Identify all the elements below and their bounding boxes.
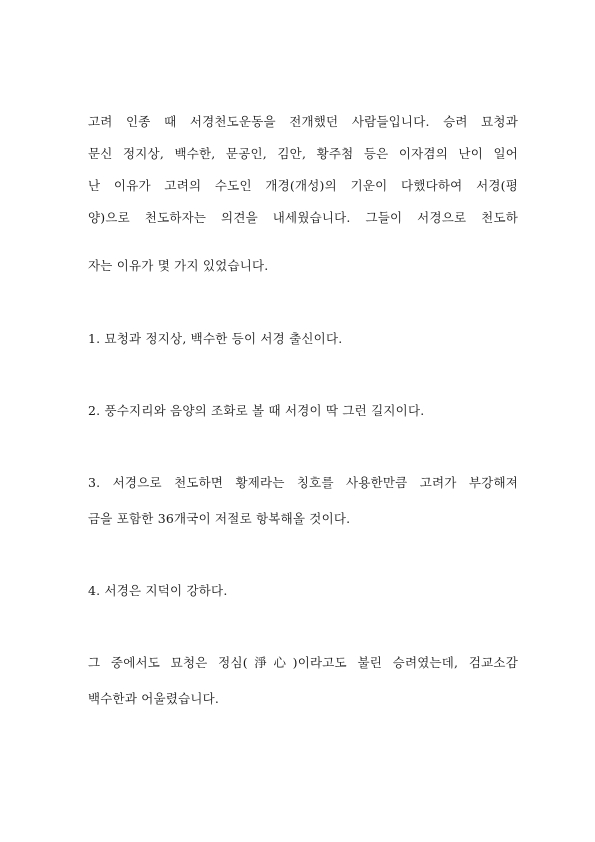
reason-item-1: 1. 묘청과 정지상, 백수한 등이 서경 출신이다. <box>88 331 343 346</box>
intro-line-3: 난 이유가 고려의 수도인 개경(개성)의 기운이 다했다하여 서경(평 <box>88 178 518 193</box>
closing-line-1: 그 중에서도 묘청은 정심(淨心)이라고도 불린 승려였는데, 검교소감 <box>88 655 518 670</box>
intro-line-2: 문신 정지상, 백수한, 문공인, 김안, 황주첨 등은 이자겸의 난이 일어 <box>88 146 518 161</box>
intro-line-5: 자는 이유가 몇 가지 있었습니다. <box>88 258 269 273</box>
reason-item-3-line-1: 3. 서경으로 천도하면 황제라는 칭호를 사용한만큼 고려가 부강해져 <box>88 475 518 490</box>
intro-line-4: 양)으로 천도하자는 의견을 내세웠습니다. 그들이 서경으로 천도하 <box>88 210 518 225</box>
reason-item-4: 4. 서경은 지덕이 강하다. <box>88 583 228 598</box>
closing-line-2: 백수한과 어울렸습니다. <box>88 691 220 706</box>
intro-line-1: 고려 인종 때 서경천도운동을 전개했던 사람들입니다. 승려 묘청과 <box>88 114 518 129</box>
reason-item-3-line-2: 금을 포함한 36개국이 저절로 항복해올 것이다. <box>88 511 351 526</box>
reason-item-2: 2. 풍수지리와 음양의 조화로 볼 때 서경이 딱 그런 길지이다. <box>88 403 425 418</box>
